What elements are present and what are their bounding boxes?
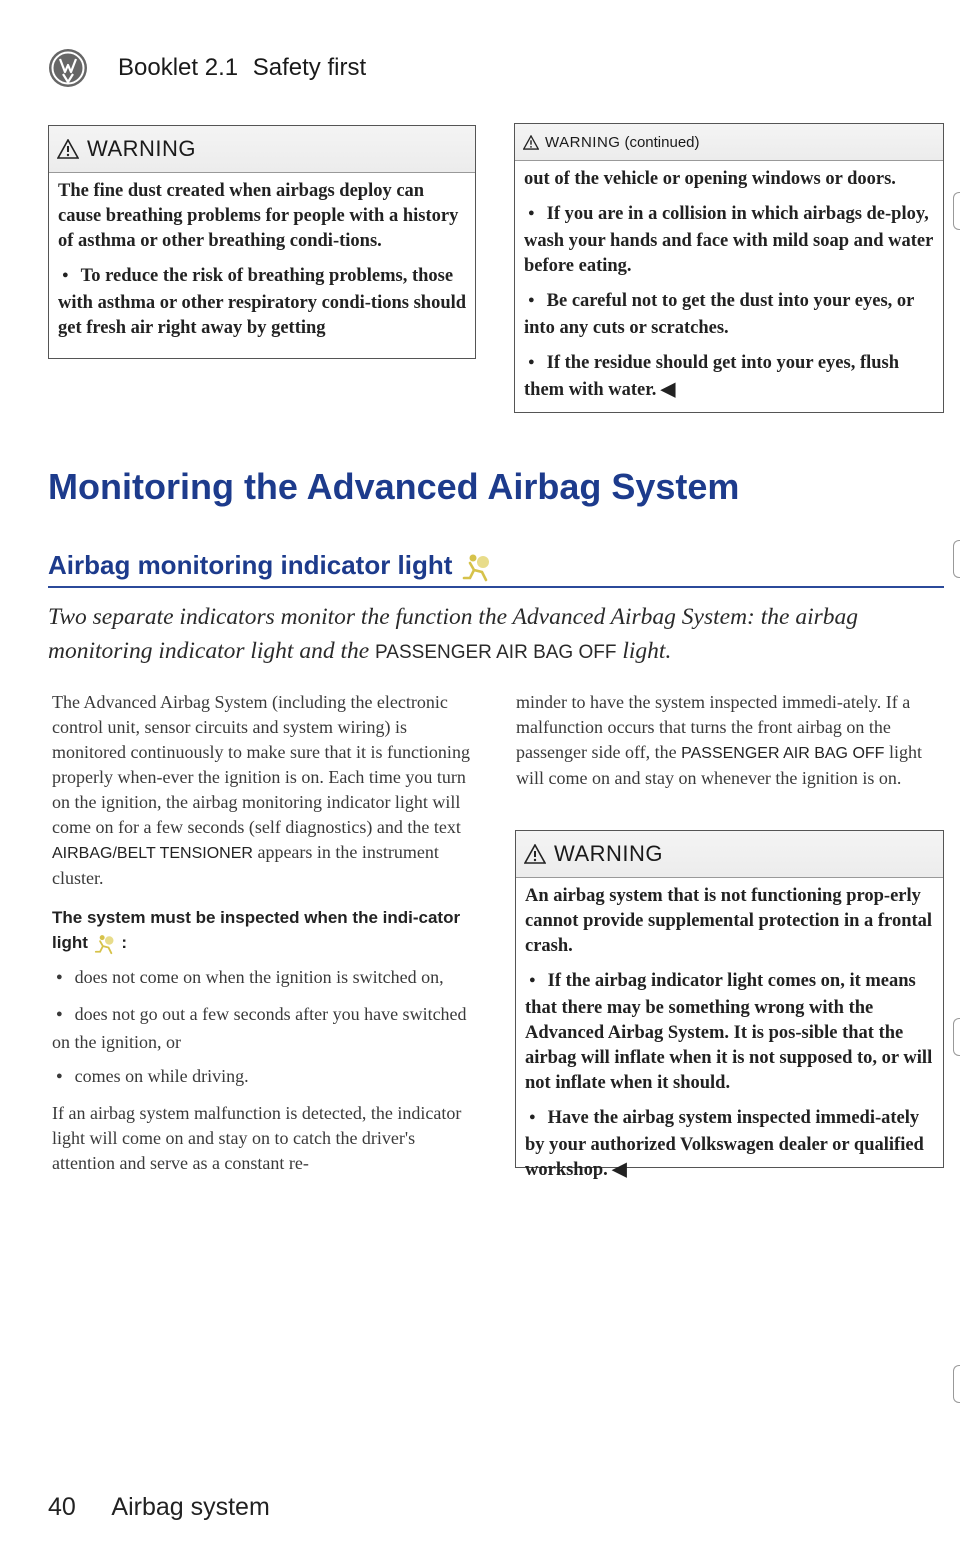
intro-text: Two separate indicators monitor the function the Advanced Airbag System: the airbag monitoring indicator light and the PASSENGER AIR BAG OFF light. — [48, 604, 859, 664]
warning-triangle-icon — [523, 135, 539, 150]
warning-bullet: ● If the airbag indicator light comes on, it means that there may be something wrong with the Advanced Airbag System. It is pos-sible that the airbag will inflate when it is not supposed to, or will not inflate when it should. — [525, 969, 935, 1096]
list-item: ● comes on while driving. — [52, 1064, 476, 1092]
left-column — [52, 690, 476, 1185]
warning-triangle-icon — [524, 844, 546, 864]
subsection-title: Airbag monitoring indicator light — [48, 550, 494, 582]
section-title: Monitoring the Advanced Airbag System — [48, 466, 740, 507]
list-item: ● does not go out a few seconds after you have switched on the ignition, or — [52, 1002, 476, 1055]
warning-text: out of the vehicle or opening windows or doors. — [524, 169, 896, 189]
airbag-indicator-icon — [460, 552, 494, 582]
end-marker-icon: ◀ — [661, 380, 676, 400]
warning-text: An airbag system that is not functioning prop-erly cannot provide supplemental protection in a frontal crash. — [525, 886, 933, 956]
warning-bullet: ● Have the airbag system inspected immedi-ately by your authorized Volkswagen dealer or qualified workshop. ◀ — [525, 1106, 935, 1183]
warning-box — [48, 125, 476, 359]
warning-bullet: ● If the residue should get into your eyes, flush them with water. ◀ — [524, 351, 935, 403]
list-item: ● does not come on when the ignition is switched on, — [52, 965, 476, 993]
warning-bullet: ● If you are in a collision in which airbags de-ploy, wash your hands and face with mild soap and water before eating. — [524, 202, 935, 279]
page-edge-tab — [953, 1365, 960, 1403]
inspect-heading: The system must be inspected when the indi-cator light : — [52, 905, 476, 955]
airbag-tensioner-label: AIRBAG/BELT TENSIONER — [52, 845, 253, 862]
body-paragraph: If an airbag system malfunction is detected, the indicator light will come on and stay on to catch the driver's attention and serve as a constant re- — [52, 1103, 462, 1173]
page-edge-tab — [953, 192, 960, 230]
warning-bullet: ● Be careful not to get the dust into your eyes, or into any cuts or scratches. — [524, 289, 935, 341]
passenger-airbag-off-label: PASSENGER AIR BAG OFF — [375, 642, 617, 663]
page-edge-tab — [953, 1018, 960, 1056]
warning-header — [49, 126, 475, 173]
page-edge-tab — [953, 540, 960, 578]
end-marker-icon: ◀ — [612, 1160, 627, 1180]
body-paragraph: minder to have the system inspected immedi-ately. If a malfunction occurs that turns the front airbag on the passenger side off, the PASSENGER AIR BAG OFF light will come on and stay on whenever the ignition is on. — [516, 692, 922, 788]
right-column — [516, 690, 944, 800]
page-number: 40 — [48, 1493, 76, 1521]
warning-bullet: ● To reduce the risk of breathing problems, those with asthma or other respiratory condi-tions should get fresh air right away by getting — [58, 264, 467, 341]
airbag-indicator-icon — [93, 933, 117, 955]
warning-header — [516, 831, 943, 878]
chapter-name: Airbag system — [111, 1493, 270, 1521]
warning-header — [515, 124, 943, 161]
warning-triangle-icon — [57, 139, 79, 159]
warning-label: WARNING — [554, 841, 664, 866]
booklet-label: Booklet 2.1 — [118, 54, 239, 81]
vw-logo-icon — [48, 48, 88, 88]
warning-label: WARNING — [545, 133, 621, 151]
warning-label: WARNING — [87, 136, 197, 161]
page-footer — [48, 1493, 270, 1522]
continued-label: (continued) — [624, 133, 700, 151]
passenger-airbag-off-label: PASSENGER AIR BAG OFF — [681, 745, 885, 762]
warning-box — [515, 830, 944, 1180]
body-paragraph: The Advanced Airbag System (including the electronic control unit, sensor circuits and system wiring) is monitored continuously to make sure that it is functioning properly when-ever the ignition is on. Each time you turn on the ignition, the airbag monitoring indicator light will come on for a few seconds (self diagnostics) and the text AIRBAG/BELT TENSIONER appears in the instrument cluster. — [52, 692, 470, 888]
subsection-divider — [48, 586, 944, 588]
warning-text: The fine dust created when airbags deploy can cause breathing problems for people with a history of asthma or other breathing condi-tions. — [58, 181, 459, 251]
page-header — [118, 54, 374, 82]
warning-box-continued — [514, 123, 944, 413]
section-label: Safety first — [252, 54, 367, 81]
